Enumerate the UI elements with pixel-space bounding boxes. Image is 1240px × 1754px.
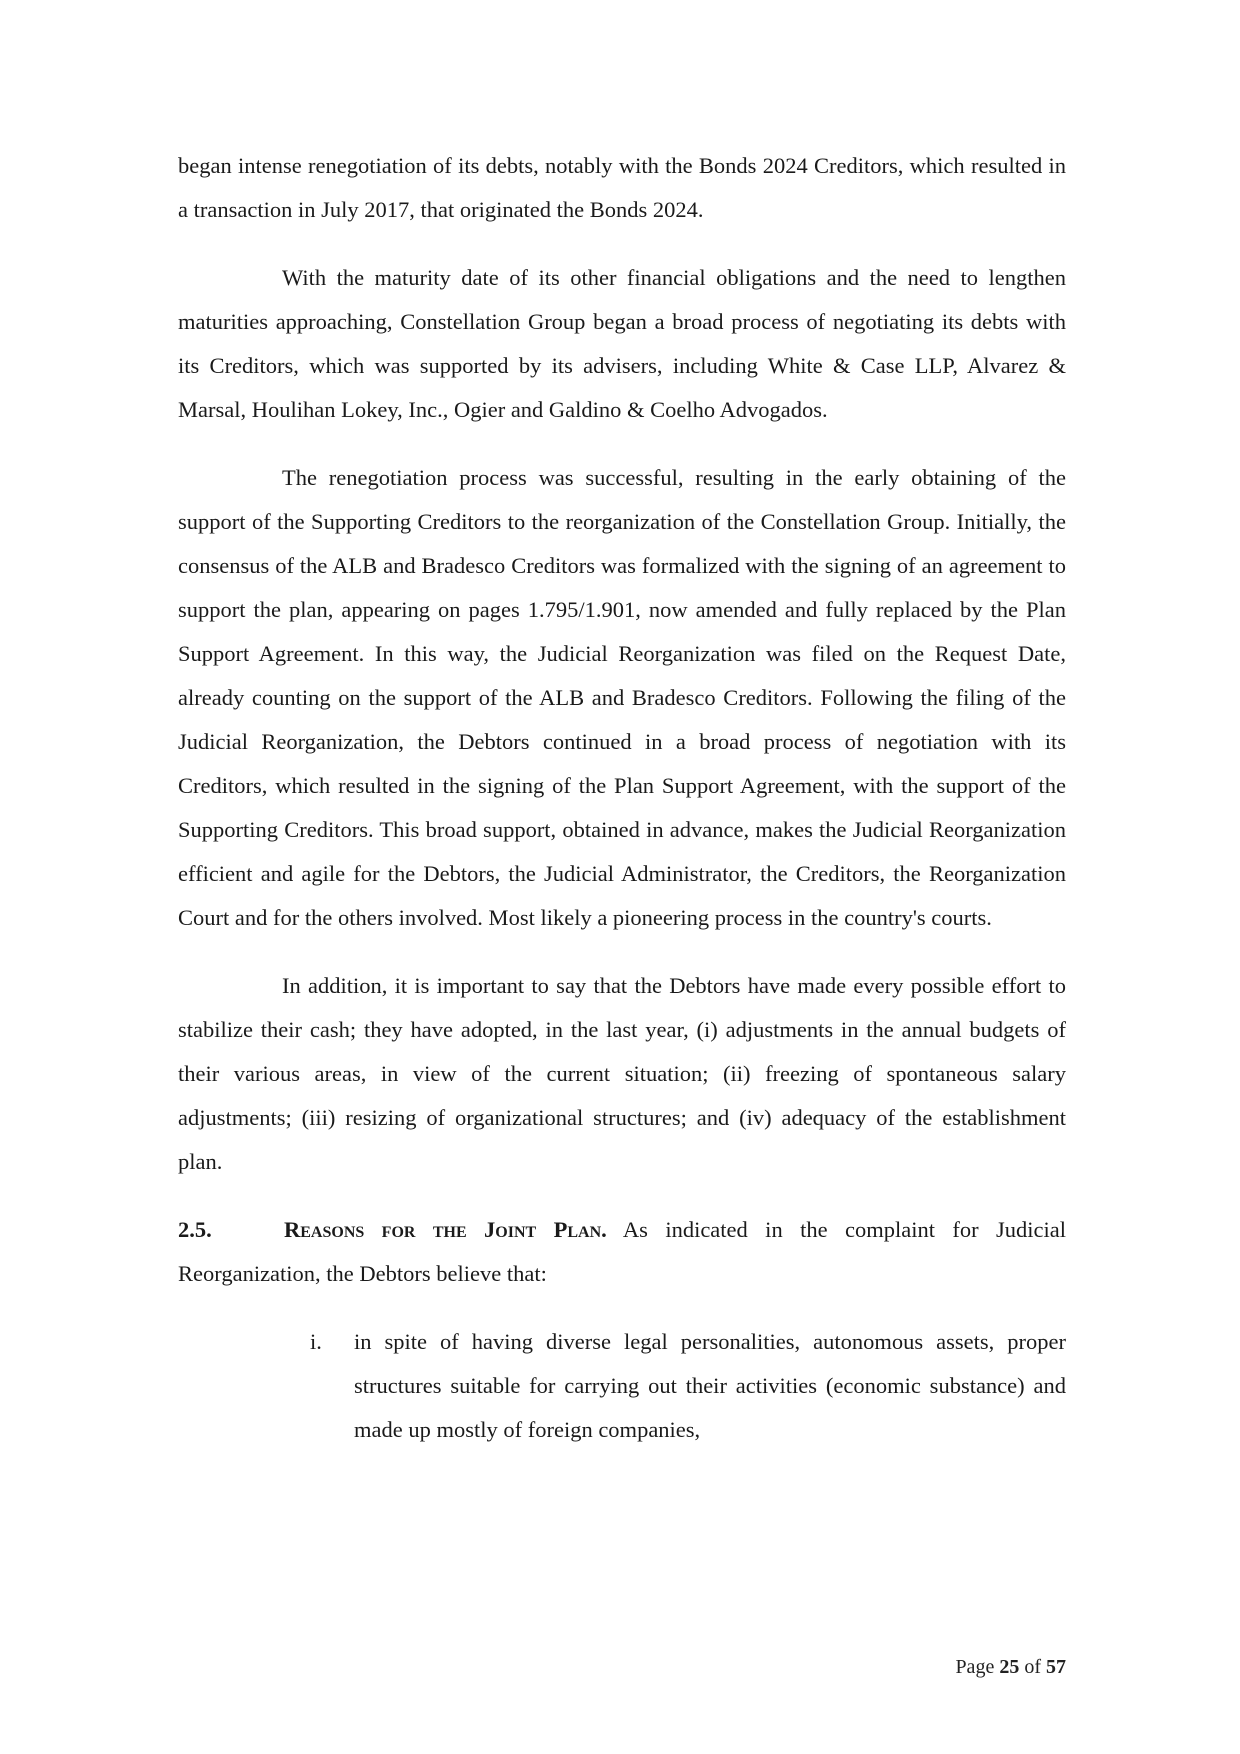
section-paragraph — [178, 1208, 1066, 1296]
document-body — [178, 144, 1066, 1452]
page-total: 57 — [1046, 1656, 1066, 1678]
paragraph: In addition, it is important to say that the Debtors have made every possible effort to stabilize their cash; they have adopted, in the last year, (i) adjustments in the annual budgets of their various areas, in view of the current situation; (ii) freezing of spontaneous salary adjustments; (iii) resizing of organizational structures; and (iv) adequacy of the establishment plan. — [178, 973, 1066, 1174]
list-item — [310, 1320, 1066, 1452]
list-marker: i. — [310, 1329, 322, 1354]
page-of: of — [1019, 1656, 1046, 1678]
page-number — [900, 1656, 1066, 1679]
paragraph: began intense renegotiation of its debts, notably with the Bonds 2024 Creditors, which resulted in a transaction in July 2017, that originated the Bonds 2024. — [178, 153, 1066, 222]
section-body: As indicated in the complaint for Judicial Reorganization, the Debtors believe that: — [178, 1217, 1066, 1286]
paragraph: With the maturity date of its other financial obligations and the need to lengthen maturities approaching, Constellation Group began a broad process of negotiating its debts with its Creditors, which was supported by its advisers, including White & Case LLP, Alvarez & Marsal, Houlihan Lokey, Inc., Ogier and Galdino & Coelho Advogados. — [178, 265, 1066, 422]
page-current: 25 — [999, 1656, 1020, 1678]
section-title: Reasons for the Joint Plan. — [284, 1217, 607, 1242]
list-item-text: in spite of having diverse legal personalities, autonomous assets, proper structures suitable for carrying out their activities (economic substance) and made up mostly of foreign companies, — [354, 1329, 1066, 1442]
paragraph: The renegotiation process was successful, resulting in the early obtaining of the support of the Supporting Creditors to the reorganization of the Constellation Group. Initially, the consensus of the ALB and Bradesco Creditors was formalized with the signing of an agreement to support the plan, appearing on pages 1.795/1.901, now amended and fully replaced by the Plan Support Agreement. In this way, the Judicial Reorganization was filed on the Request Date, already counting on the support of the ALB and Bradesco Creditors. Following the filing of the Judicial Reorganization, the Debtors continued in a broad process of negotiation with its Creditors, which resulted in the signing of the Plan Support Agreement, with the support of the Supporting Creditors. This broad support, obtained in advance, makes the Judicial Reorganization efficient and agile for the Debtors, the Judicial Administrator, the Creditors, the Reorganization Court and for the others involved. Most likely a pioneering process in the country's courts. — [178, 465, 1066, 930]
section-number: 2.5. — [178, 1217, 212, 1242]
section-2-5 — [178, 1208, 1066, 1296]
page-label: Page — [955, 1656, 1000, 1678]
